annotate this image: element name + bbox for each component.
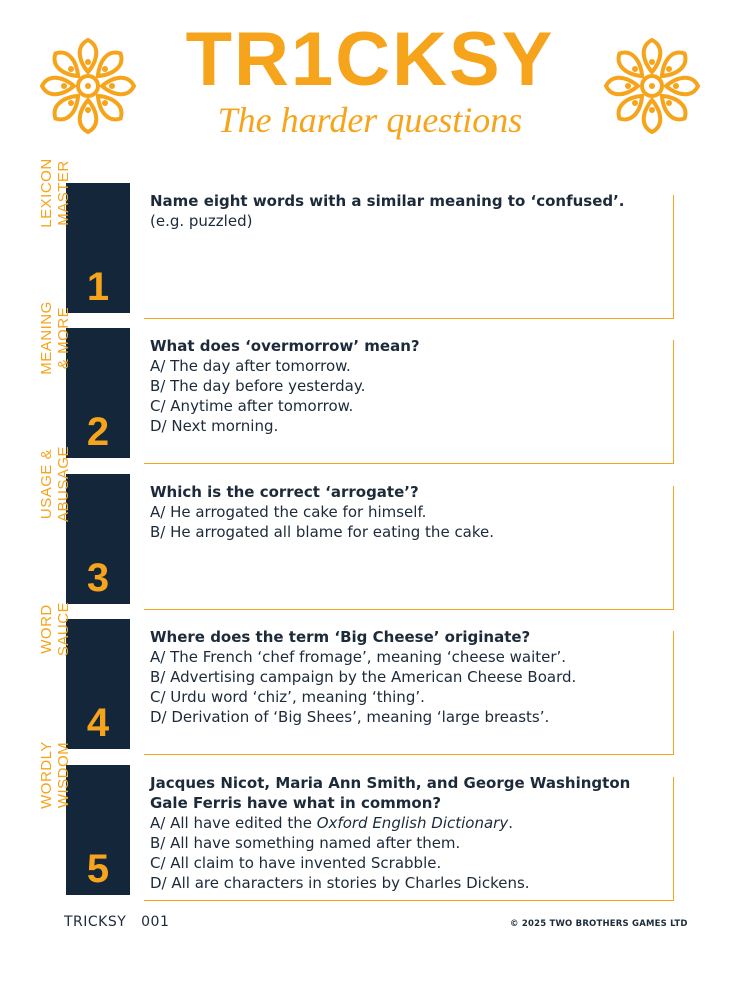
- category-tab: [38, 741, 130, 895]
- category-tab: [38, 445, 130, 604]
- option-a: A/ He arrogated the cake for himself.: [150, 503, 427, 521]
- question-title: Which is the correct ‘arrogate’?: [150, 483, 419, 501]
- option-b: B/ The day before yesterday.: [150, 377, 366, 395]
- category-line-2: SAUCE: [55, 601, 72, 657]
- option-a-suffix: .: [508, 814, 513, 832]
- game-subtitle: The harder questions: [217, 100, 523, 140]
- question-text: [150, 627, 670, 727]
- category-line-2: ABUSAGE: [55, 445, 72, 523]
- option-d: D/ All are characters in stories by Charles Dickens.: [150, 874, 530, 892]
- category-line-2: & MORE: [55, 306, 72, 370]
- option-a: A/ The French ‘chef fromage’, meaning ‘cheese waiter’.: [150, 648, 567, 666]
- question-text: [150, 773, 670, 893]
- option-c: C/ Urdu word ‘chiz’, meaning ‘thing’.: [150, 688, 425, 706]
- category-line-2: MASTER: [55, 160, 72, 226]
- option-a: [150, 813, 670, 833]
- game-title: TR1CKSY: [185, 17, 555, 102]
- footer-copyright: © 2025 TWO BROTHERS GAMES LTD: [510, 919, 688, 929]
- option-a: A/ The day after tomorrow.: [150, 357, 351, 375]
- header: [0, 0, 740, 160]
- option-a-italic-title: Oxford English Dictionary: [316, 814, 509, 832]
- option-b: B/ Advertising campaign by the American Cheese Board.: [150, 668, 577, 686]
- option-b: B/ He arrogated all blame for eating the cake.: [150, 523, 495, 541]
- question-card-3: [38, 445, 676, 604]
- category-tab: [38, 158, 130, 313]
- option-c: C/ Anytime after tomorrow.: [150, 397, 354, 415]
- question-number: 1: [86, 265, 110, 309]
- question-hint: (e.g. puzzled): [150, 212, 253, 230]
- question-title: What does ‘overmorrow’ mean?: [150, 337, 420, 355]
- question-text: [150, 482, 670, 542]
- footer-card-id: TRICKSY 001: [64, 914, 170, 930]
- category-line-1: WORDLY: [38, 741, 55, 809]
- question-card-5: [38, 741, 676, 895]
- question-text: [150, 336, 670, 436]
- category-line-1: USAGE &: [38, 448, 55, 520]
- question-number: 4: [86, 701, 110, 745]
- question-title: Where does the term ‘Big Cheese’ originate?: [150, 628, 531, 646]
- question-number: 2: [86, 410, 110, 454]
- category-tab: [38, 601, 130, 749]
- category-line-2: WISDOM: [55, 741, 72, 809]
- option-c: C/ All claim to have invented Scrabble.: [150, 854, 442, 872]
- question-number: 3: [86, 556, 110, 600]
- question-card-2: [38, 301, 676, 458]
- question-card-1: [38, 158, 676, 313]
- question-card-4: [38, 601, 676, 749]
- option-d: D/ Derivation of ‘Big Shees’, meaning ‘large breasts’.: [150, 708, 550, 726]
- category-line-1: WORD: [38, 604, 55, 654]
- question-number: 5: [86, 847, 110, 891]
- flower-ornament-icon: [602, 36, 702, 136]
- question-title: Name eight words with a similar meaning to ‘confused’.: [150, 192, 625, 210]
- option-d: D/ Next morning.: [150, 417, 279, 435]
- category-tab: [38, 301, 130, 458]
- question-text: [150, 191, 670, 231]
- option-a-text: A/ All have edited the: [150, 814, 317, 832]
- category-line-1: MEANING: [38, 301, 55, 375]
- category-line-1: LEXICON: [38, 158, 55, 228]
- option-b: B/ All have something named after them.: [150, 834, 461, 852]
- question-title: Jacques Nicot, Maria Ann Smith, and George Washington Gale Ferris have what in common?: [150, 774, 631, 812]
